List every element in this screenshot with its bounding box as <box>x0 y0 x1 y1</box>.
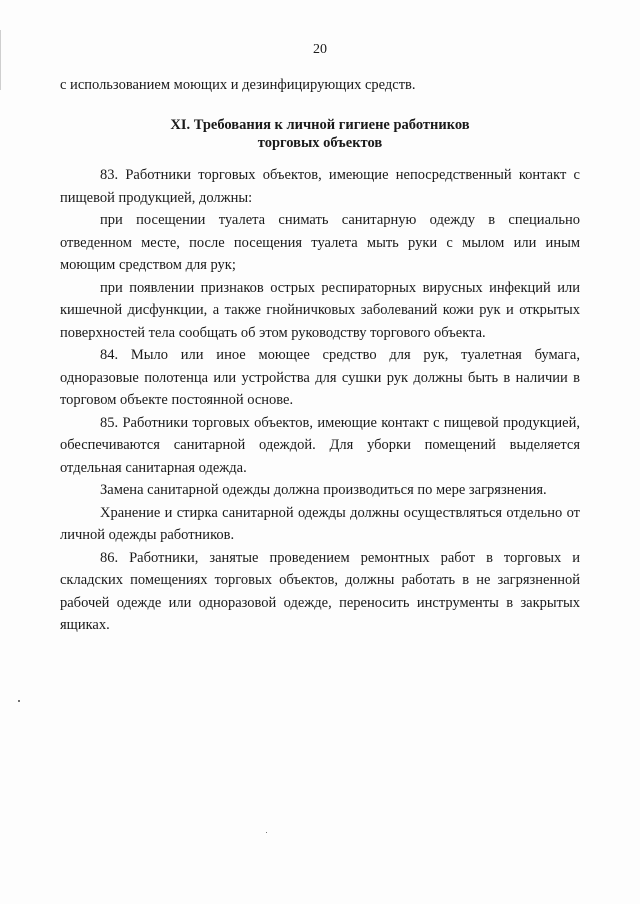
paragraph-85-storage: Хранение и стирка санитарной одежды должны осуществляться отдельно от личной одежды работников. <box>60 504 580 543</box>
scan-edge-mark <box>0 30 1 90</box>
paragraph-83: 83. Работники торговых объектов, имеющие непосредственный контакт с пищевой продукцией, должны: <box>60 167 580 206</box>
section-title-line-2: торговых объектов <box>257 135 383 151</box>
scan-speck <box>266 832 267 833</box>
paragraph-86: 86. Работники, занятые проведением ремонтных работ в торговых и складских помещениях торговых объектов, должны работать в не загрязненной рабочей одежде или одноразовой одежде, переносить инструменты в закрытых ящиках. <box>60 549 580 633</box>
paragraph-85: 85. Работники торговых объектов, имеющие контакт с пищевой продукцией, обеспечиваются санитарной одеждой. Для уборки помещений выделяется отдельная санитарная одежда. <box>60 414 580 476</box>
scan-speck <box>18 700 20 702</box>
page-number: 20 <box>313 42 327 57</box>
continuation-paragraph: с использованием моющих и дезинфицирующих средств. <box>60 77 416 93</box>
paragraph-85-replacement: Замена санитарной одежды должна производиться по мере загрязнения. <box>100 482 547 498</box>
paragraph-83-item-toilet: при посещении туалета снимать санитарную одежду в специально отведенном месте, после посещения туалета мыть руки с мылом или иным моющим средством для рук; <box>60 212 580 273</box>
paragraph-84: 84. Мыло или иное моющее средство для рук, туалетная бумага, одноразовые полотенца или устройства для сушки рук должны быть в наличии в торговом объекте постоянной основе. <box>60 347 580 408</box>
paragraph-83-item-symptoms: при появлении признаков острых респираторных вирусных инфекций или кишечной дисфункции, а также гнойничковых заболеваний кожи рук и открытых поверхностей тела сообщать об этом руководству торгового объекта. <box>60 279 580 341</box>
section-body <box>60 164 580 637</box>
continuation-text <box>60 74 580 97</box>
section-heading <box>60 116 580 152</box>
section-title-line-1: XI. Требования к личной гигиене работников <box>170 117 470 133</box>
